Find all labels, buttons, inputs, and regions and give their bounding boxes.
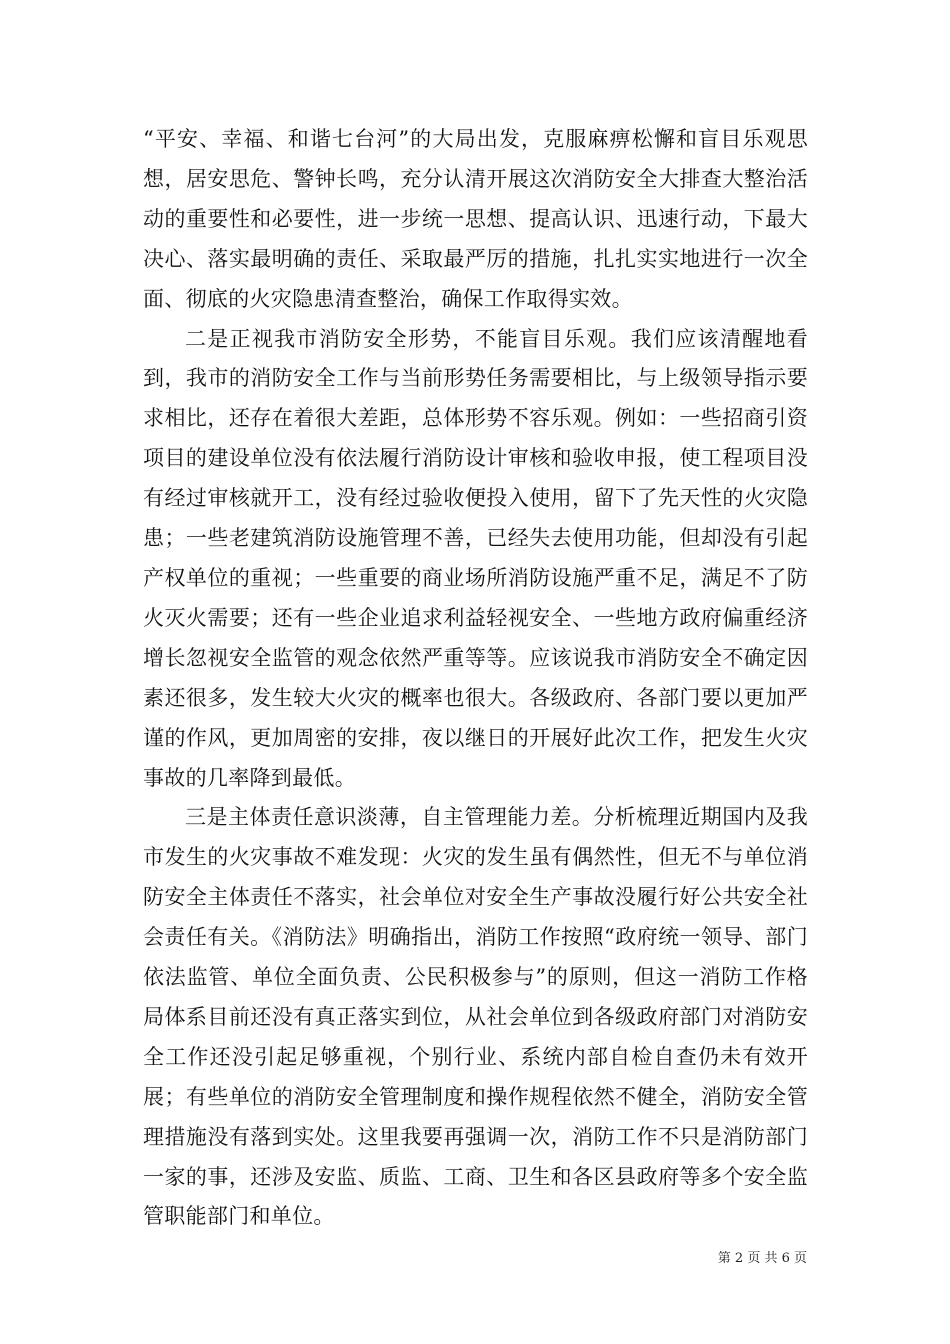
paragraph-2: 二是正视我市消防安全形势，不能盲目乐观。我们应该清醒地看到，我市的消防安全工作与当前形势任务需要相比，与上级领导指示要求相比，还存在着很大差距，总体形势不容乐观。例如：一些招商引资项目的建设单位没有依法履行消防设计审核和验收申报，使工程项目没有经过审核就开工，没有经过验收便投入使用，留下了先天性的火灾隐患；一些老建筑消防设施管理不善，已经失去使用功能，但却没有引起产权单位的重视；一些重要的商业场所消防设施严重不足，满足不了防火灭火需要；还有一些企业追求利益轻视安全、一些地方政府偏重经济增长忽视安全监管的观念依然严重等等。应该说我市消防安全不确定因素还很多，发生较大火灾的概率也很大。各级政府、各部门要以更加严谨的作风，更加周密的安排，夜以继日的开展好此次工作，把发生火灾事故的几率降到最低。 bbox=[143, 326, 808, 790]
page-number: 第 2 页 共 6 页 bbox=[717, 1251, 807, 1266]
body-text bbox=[143, 120, 808, 1237]
paragraph-1: “平安、幸福、和谐七台河”的大局出发，克服麻痹松懈和盲目乐观思想，居安思危、警钟长鸣，充分认清开展这次消防安全大排查大整治活动的重要性和必要性，进一步统一思想、提高认识、迅速行动，下最大决心、落实最明确的责任、采取最严厉的措施，扎扎实实地进行一次全面、彻底的火灾隐患清查整治，确保工作取得实效。 bbox=[143, 127, 808, 311]
paragraph-3: 三是主体责任意识淡薄，自主管理能力差。分析梳理近期国内及我市发生的火灾事故不难发现：火灾的发生虽有偶然性，但无不与单位消防安全主体责任不落实，社会单位对安全生产事故没履行好公共安全社会责任有关。《消防法》明确指出，消防工作按照“政府统一领导、部门依法监管、单位全面负责、公民积极参与”的原则，但这一消防工作格局体系目前还没有真正落实到位，从社会单位到各级政府部门对消防安全工作还没引起足够重视，个别行业、系统内部自检自查仍未有效开展；有些单位的消防安全管理制度和操作规程依然不健全，消防安全管理措施没有落到实处。这里我要再强调一次，消防工作不只是消防部门一家的事，还涉及安监、质监、工商、卫生和各区县政府等多个安全监管职能部门和单位。 bbox=[143, 805, 808, 1229]
